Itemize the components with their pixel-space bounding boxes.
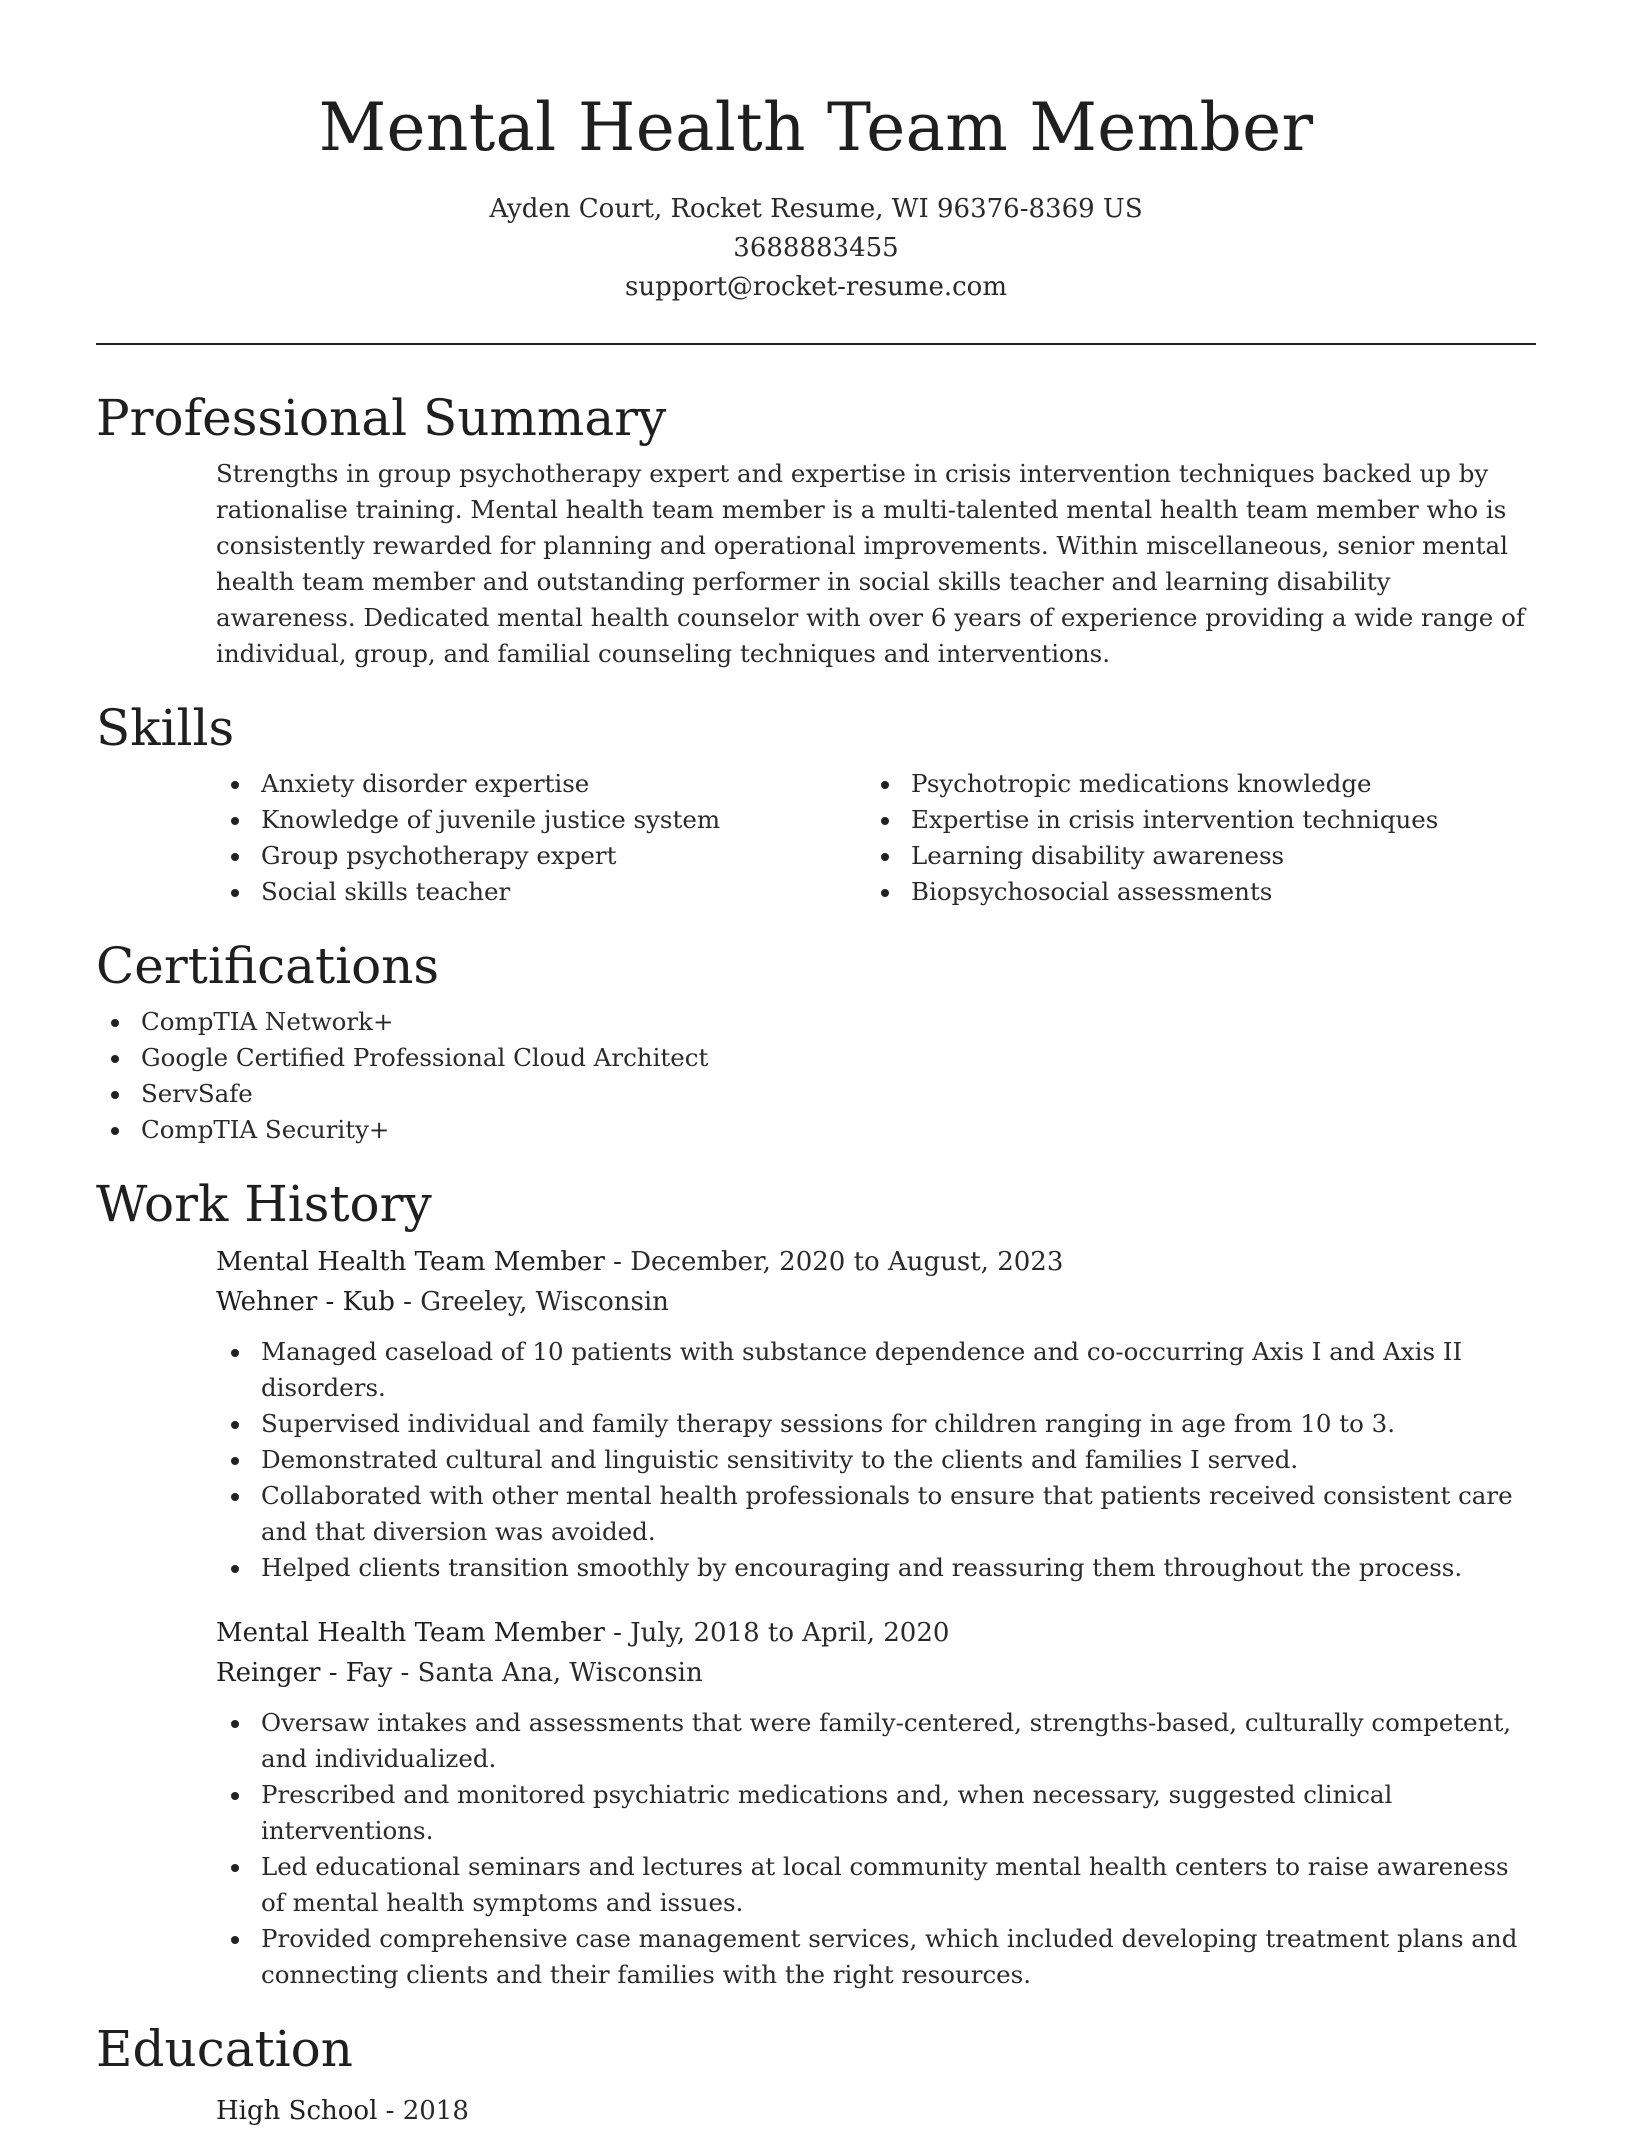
job-title: Mental Health Team Member xyxy=(216,1618,605,1648)
job-entry xyxy=(216,1613,1536,1993)
job-title-line xyxy=(216,1613,1536,1653)
job-location: Greeley, Wisconsin xyxy=(420,1287,669,1317)
job-separator: - xyxy=(613,1618,631,1648)
job-duty-item: Helped clients transition smoothly by encouraging and reassuring them throughout the process. xyxy=(216,1550,1536,1586)
skill-item: Group psychotherapy expert xyxy=(216,838,866,874)
job-duty-item: Supervised individual and family therapy sessions for children ranging in age from 10 to 3. xyxy=(216,1406,1536,1442)
skills-section xyxy=(96,696,1536,910)
contact-email: support@rocket-resume.com xyxy=(624,272,1007,302)
certification-item: CompTIA Security+ xyxy=(96,1112,1536,1148)
skill-item: Biopsychosocial assessments xyxy=(866,874,1516,910)
skill-item: Social skills teacher xyxy=(216,874,866,910)
job-title-line xyxy=(216,1242,1536,1282)
job-duty-item: Managed caseload of 10 patients with substance dependence and co-occurring Axis I and Axis II disorders. xyxy=(216,1334,1536,1406)
job-duty-item: Prescribed and monitored psychiatric medications and, when necessary, suggested clinical interventions. xyxy=(216,1777,1536,1849)
skills-grid xyxy=(216,766,1536,910)
summary-section xyxy=(96,386,1536,672)
education-entry xyxy=(216,2091,1536,2131)
certification-item: Google Certified Professional Cloud Architect xyxy=(96,1040,1536,1076)
job-company: Reinger - Fay xyxy=(216,1658,393,1688)
resume-page xyxy=(96,0,1536,2131)
job-dates: July, 2018 to April, 2020 xyxy=(630,1618,950,1648)
contact-address: Ayden Court, Rocket Resume, WI 96376-8369 US xyxy=(489,194,1143,224)
job-dates: December, 2020 to August, 2023 xyxy=(630,1247,1064,1277)
job-title: Mental Health Team Member xyxy=(216,1247,605,1277)
job-entry xyxy=(216,1242,1536,1586)
job-company-line xyxy=(216,1653,1536,1693)
skills-list-left xyxy=(216,766,866,910)
work-history-section xyxy=(96,1172,1536,1993)
education-year: 2018 xyxy=(402,2096,469,2126)
summary-text: Strengths in group psychotherapy expert and expertise in crisis intervention techniques backed up by rationalise training. Mental health team member is a multi-talented mental health team member who is consistently rewarded for planning and operational improvements. Within miscellaneous, senior mental health team member and outstanding performer in social skills teacher and learning disability awareness. Dedicated mental health counselor with over 6 years of experience providing a wide range of individual, group, and familial counseling techniques and interventions. xyxy=(216,459,1525,668)
contact-phone: 3688883455 xyxy=(733,233,899,263)
header-divider xyxy=(96,343,1536,345)
certifications-heading: Certifications xyxy=(96,937,440,995)
education-heading: Education xyxy=(96,2020,353,2078)
job-separator: - xyxy=(613,1247,631,1277)
candidate-name: Mental Health Team Member xyxy=(318,89,1314,166)
job-duties-list xyxy=(216,1705,1536,1993)
certification-item: ServSafe xyxy=(96,1076,1536,1112)
job-location: Santa Ana, Wisconsin xyxy=(417,1658,703,1688)
certifications-list xyxy=(96,1004,1536,1148)
skill-item: Anxiety disorder expertise xyxy=(216,766,866,802)
education-degree: High School xyxy=(216,2096,378,2126)
job-company: Wehner - Kub xyxy=(216,1287,395,1317)
job-company-line xyxy=(216,1282,1536,1322)
job-duty-item: Demonstrated cultural and linguistic sensitivity to the clients and families I served. xyxy=(216,1442,1536,1478)
certification-item: CompTIA Network+ xyxy=(96,1004,1536,1040)
skill-item: Knowledge of juvenile justice system xyxy=(216,802,866,838)
contact-block xyxy=(96,190,1536,307)
skills-heading: Skills xyxy=(96,699,235,757)
certifications-section xyxy=(96,934,1536,1148)
job-duty-item: Provided comprehensive case management services, which included developing treatment plans and connecting clients and their families with the right resources. xyxy=(216,1921,1536,1993)
summary-heading: Professional Summary xyxy=(96,389,667,447)
skill-item: Psychotropic medications knowledge xyxy=(866,766,1516,802)
skill-item: Expertise in crisis intervention techniques xyxy=(866,802,1516,838)
education-section xyxy=(96,2017,1536,2131)
job-separator: - xyxy=(400,1658,418,1688)
job-duty-item: Led educational seminars and lectures at local community mental health centers to raise awareness of mental health symptoms and issues. xyxy=(216,1849,1536,1921)
job-duty-item: Oversaw intakes and assessments that were family-centered, strengths-based, culturally competent, and individualized. xyxy=(216,1705,1536,1777)
job-duties-list xyxy=(216,1334,1536,1586)
work-history-heading: Work History xyxy=(96,1175,432,1233)
skill-item: Learning disability awareness xyxy=(866,838,1516,874)
job-separator: - xyxy=(403,1287,421,1317)
job-duty-item: Collaborated with other mental health professionals to ensure that patients received consistent care and that diversion was avoided. xyxy=(216,1478,1536,1550)
skills-list-right xyxy=(866,766,1516,910)
education-separator: - xyxy=(385,2096,403,2126)
